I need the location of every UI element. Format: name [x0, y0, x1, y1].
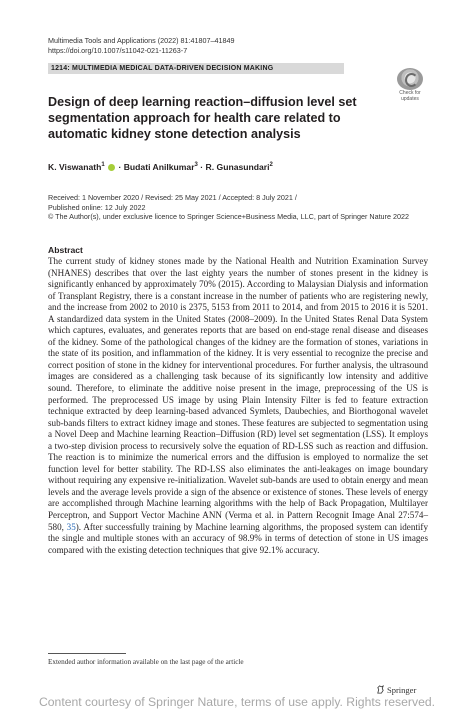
orcid-icon[interactable]	[108, 164, 115, 171]
article-title: Design of deep learning reaction–diffusion level set segmentation approach for health care related to automatic kidney stone detection analysis	[48, 95, 357, 142]
received-dates: Received: 1 November 2020 / Revised: 25 May 2021 / Accepted: 8 July 2021 /	[48, 193, 297, 202]
author-name[interactable]: R. Gunasundari	[205, 162, 270, 172]
footnote-divider	[48, 653, 126, 654]
author-list: K. Viswanath$^1$ · Budati Anilkumar$^3$ · R. Gunasundari$^2$	[48, 162, 273, 172]
author-name[interactable]: K. Viswanath	[48, 162, 102, 172]
author-affiliation: 3	[194, 162, 198, 169]
check-for-updates-button[interactable]	[395, 68, 425, 102]
journal-volume-line: Multimedia Tools and Applications (2022) 81:41807–41849	[48, 36, 235, 45]
doi-link[interactable]: https://doi.org/10.1007/s11042-021-11263-7	[48, 45, 188, 55]
copyright-notice: © The Author(s), under exclusive licence to Springer Science+Business Media, LLC, part of Springer Nature 2022	[48, 212, 409, 222]
abstract-text: The current study of kidney stones made by the National Health and Nutrition Examination Survey (NHANES) describes that over the last eighty years the number of stones present in the kidney is significantly enhanced by approximately 70% (2015). According to Malaysian Dialysis and information of Transplant Registry, there is a constant increase in the number of patients who are registering newly, and the increase from 2002 to 2010 is 2375, 5153 from 2011 to 2014, and from 2015 to 2016 it is 5201. A standardized data system in the United States (2008–2009). In the United States Renal Data System which captures, evaluates, and generates reports that are based on end-stage renal disease and diseases of the kidney. Some of the pathological changes of the kidney are the formation of stones, variations in the state of its position, and inflammation of the kidney. It is very essential to recognize the precise and correct position of stone in the kidney for interventional procedures. For further analysis, the ultrasound images are considered as a challenging task because of its significantly low intensity and additive sound. Therefore, to eliminate the additive noise present in the image, preprocessing of the US is performed. The preprocessed US image by using Plain Intensity Filter is fed to feature extraction technique extracted by deep learning-based advanced Symlets, Daubechies, and Biorthogonal wavelet sub-bands filters to extract kidney image and stones. These features are subjected to segmentation using a Novel Deep and Machine learning Reaction–Diffusion (RD) level set segmentation (LSS). It employs a two-step division process to recursively solve the equation of RD-LSS such as reaction and diffusion. The reaction is to minimize the numerical errors and the diffusion is employed to normalize the set function level for better stability. The RD-LSS also eliminates the anti-leakages on image boundary without requiring any expensive re-initialization. Wavelet sub-bands are used to obtain energy and mean levels and the average levels provide a sign of the absence or existence of stones. These levels of energy are accomplished through Machine learning algorithms with the help of Back Propagation, Multilayer Perceptron, and Support Vector Machine ANN (Verma et al. in Pattern Recognit Image Anal 27:574–580,	[48, 256, 428, 532]
author-name[interactable]: Budati Anilkumar	[123, 162, 195, 172]
article-history	[48, 193, 438, 222]
footnote: Extended author information available on the last page of the article	[48, 658, 244, 666]
abstract-heading: Abstract	[48, 245, 83, 255]
abstract-text-end: ). After successfully training by Machine learning algorithms, the proposed system can identify the single and multiple stones with an accuracy of 98.9% in terms of detection of stone in US images compared with the existing detection techniques that give 92.1% accuracy.	[48, 521, 428, 555]
courtesy-watermark: Content courtesy of Springer Nature, terms of use apply. Rights reserved.	[38, 695, 436, 709]
author-affiliation: 1	[101, 162, 105, 169]
journal-citation	[48, 36, 234, 55]
publisher-logo	[376, 685, 416, 695]
springer-horse-icon	[376, 685, 385, 694]
abstract-body	[48, 256, 428, 556]
published-date: Published online: 12 July 2022	[48, 202, 146, 212]
check-updates-label: Check for updates	[399, 90, 421, 102]
author-affiliation: 2	[269, 162, 273, 169]
section-banner: 1214: MULTIMEDIA MEDICAL DATA-DRIVEN DECISION MAKING	[48, 63, 344, 74]
reference-link[interactable]: 35	[66, 521, 76, 532]
publisher-name: Springer	[387, 685, 417, 695]
crossmark-icon	[397, 68, 423, 90]
